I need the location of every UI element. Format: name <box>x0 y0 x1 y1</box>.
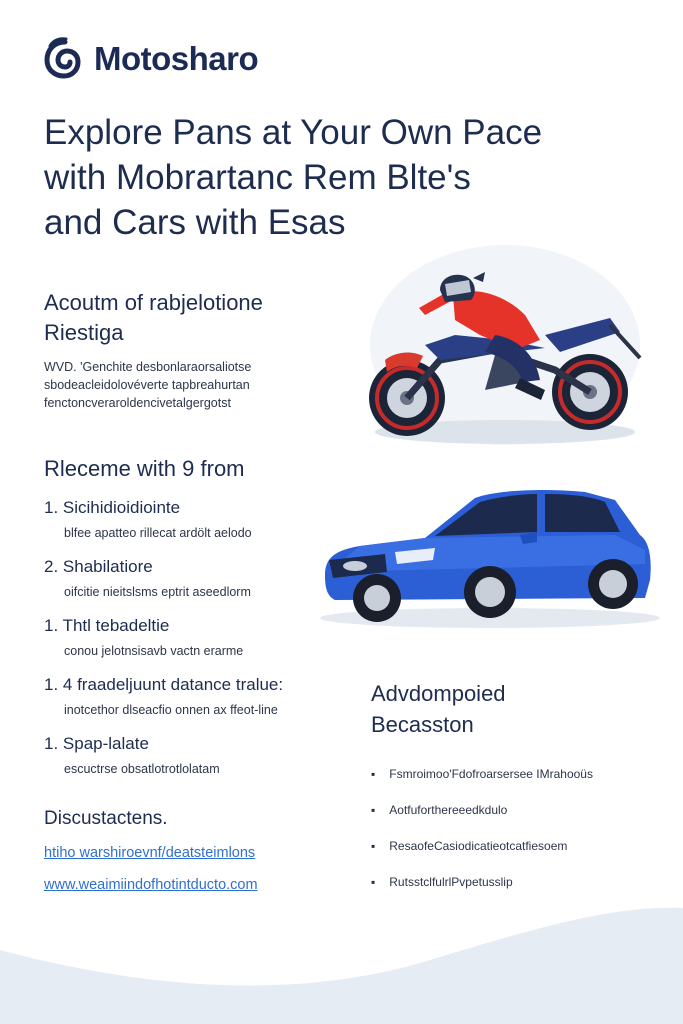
about-title <box>44 288 263 348</box>
step-title: 1. Thtl tebadeltie <box>44 616 170 635</box>
headline-line: with Mobrartanc Rem Blte's <box>44 158 471 197</box>
steps-title <box>44 454 245 484</box>
list-item <box>44 557 251 599</box>
decorative-wave <box>0 880 683 1024</box>
discussion-link[interactable]: htiho warshiroevnf/deatsteimlons <box>44 845 256 861</box>
step-description: escuctrse obsatlotrotlolatam <box>64 762 220 776</box>
brand-name: Motosharo <box>94 40 259 77</box>
advantages-list <box>371 756 593 900</box>
page-headline <box>44 110 644 245</box>
step-title: 1. 4 fraadeljuunt datance tralue: <box>44 675 284 694</box>
list-item: ▪ Aotfuforthereeedkdulo <box>371 792 593 828</box>
step-title: 2. Shabilatiore <box>44 557 153 576</box>
brand-logo[interactable] <box>42 36 258 82</box>
discussion-link[interactable]: www.weaimiindofhotintducto.com <box>44 877 258 893</box>
list-item <box>44 498 252 540</box>
advantages-title-line: Advdompoied <box>371 681 506 706</box>
list-item <box>44 616 243 658</box>
about-paragraph <box>44 358 251 412</box>
step-description: blfee apatteo rillecat ardölt aelodo <box>64 526 252 540</box>
steps-title-text: Rleceme with 9 from <box>44 456 245 481</box>
about-title-line: Acoutm of rabjelotione <box>44 290 263 315</box>
list-item: ▪ RutsstclfulrlPvpetusslip <box>371 864 593 900</box>
about-line: fenctoncveraroldencivetalgergotst <box>44 396 231 410</box>
step-title: 1. Sicihidioidiointe <box>44 498 181 517</box>
spiral-logo-icon <box>42 36 88 82</box>
headline-line: Explore Pans at Your Own Pace <box>44 113 543 152</box>
advantages-title-line: Becasston <box>371 712 474 737</box>
list-item: ▪ Fsmroimoo'Fdofroarsersee IMrahooüs <box>371 756 593 792</box>
about-line: WVD. 'Genchite desbonlaraorsaliotse <box>44 360 252 374</box>
discussions-title: Discustactens. <box>44 808 168 829</box>
list-item <box>44 675 283 717</box>
list-item <box>44 734 220 776</box>
about-line: sbodeacleidolovéverte tapbreahurtan <box>44 378 250 392</box>
about-title-line: Riestiga <box>44 320 124 345</box>
headline-line: and Cars with Esas <box>44 203 346 242</box>
list-item: ▪ ResaofeCasiodicatieotcatfiesoem <box>371 828 593 864</box>
step-description: inotcethor dlseacfio onnen ax ffeot-line <box>64 703 278 717</box>
step-description: oifcitie nieitslsms eptrit aseedlorm <box>64 585 251 599</box>
blue-sedan-illustration <box>315 480 660 640</box>
motorcycle-rider-illustration <box>345 240 655 455</box>
step-description: conou jelotnsisavb vactn erarme <box>64 644 244 658</box>
step-title: 1. Spap-lalate <box>44 734 149 753</box>
advantages-title <box>371 678 506 740</box>
